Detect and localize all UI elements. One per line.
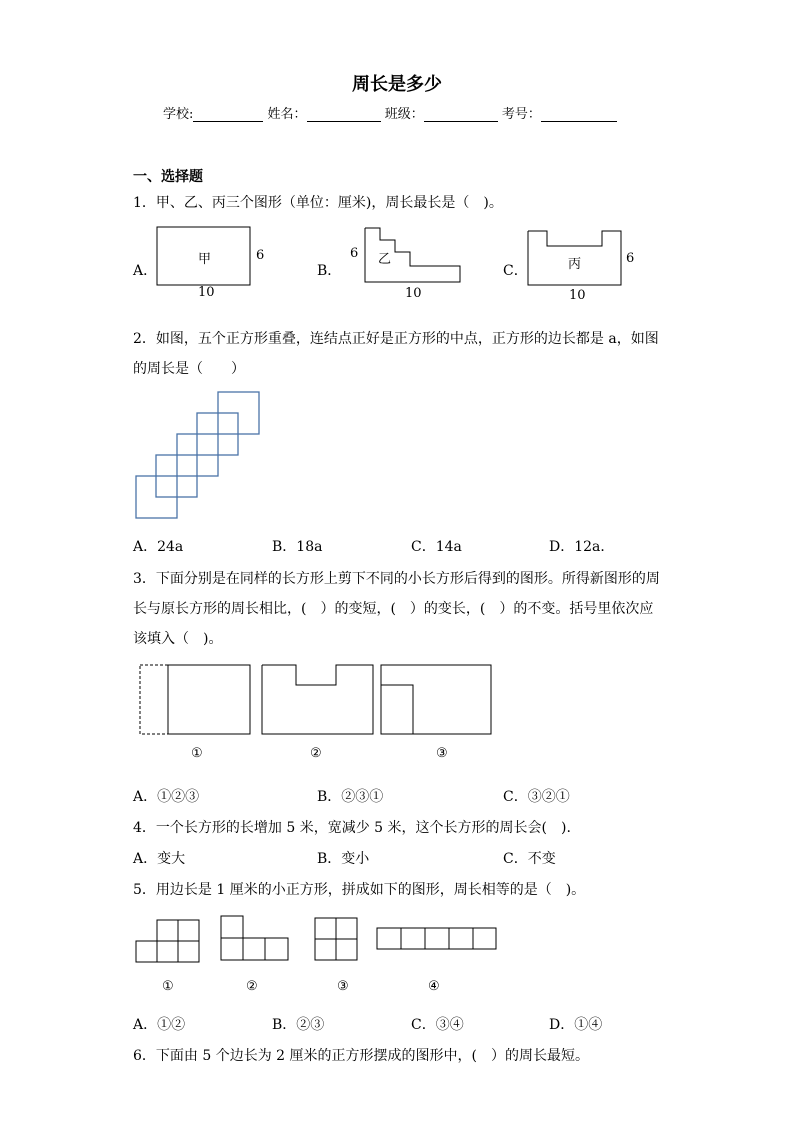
q5-option-b[interactable]: B．②③ bbox=[272, 1017, 325, 1033]
fig-yi-bottom: 10 bbox=[405, 286, 422, 301]
class-label: 班级： bbox=[384, 107, 424, 122]
fig-bing-bottom: 10 bbox=[569, 288, 586, 303]
fig-yi-char: 乙 bbox=[378, 252, 392, 267]
q2-option-b[interactable]: B．18a bbox=[272, 539, 323, 555]
q5-fig-label-3: ③ bbox=[337, 979, 349, 994]
school-label: 学校: bbox=[163, 107, 194, 122]
q3-option-b[interactable]: B．②③① bbox=[317, 789, 384, 805]
q3-option-a[interactable]: A．①②③ bbox=[133, 789, 200, 805]
q2-option-d[interactable]: D．12a． bbox=[549, 539, 615, 555]
question-2-line1: 2．如图，五个正方形重叠，连结点正好是正方形的中点，正方形的边长都是 a，如图 bbox=[133, 331, 659, 347]
q1-option-a[interactable]: A． bbox=[133, 263, 158, 279]
q5-option-d[interactable]: D．①④ bbox=[549, 1017, 603, 1033]
q5-fig-label-1: ① bbox=[162, 979, 174, 994]
q3-fig-label-2: ② bbox=[310, 746, 322, 761]
q4-option-c[interactable]: C．不变 bbox=[503, 851, 556, 867]
q2-option-a[interactable]: A．24a bbox=[133, 539, 184, 555]
fig-bing-char: 丙 bbox=[568, 257, 582, 272]
fig-yi-side: 6 bbox=[350, 246, 359, 261]
q3-fig-label-3: ③ bbox=[436, 746, 448, 761]
question-3-line1: 3．下面分别是在同样的长方形上剪下不同的小长方形后得到的图形。所得新图形的周 bbox=[133, 571, 660, 587]
q3-fig-label-1: ① bbox=[191, 746, 203, 761]
q5-fig-label-4: ④ bbox=[428, 979, 440, 994]
q5-option-c[interactable]: C．③④ bbox=[411, 1017, 464, 1033]
q5-fig-label-2: ② bbox=[246, 979, 258, 994]
section-heading: 一、选择题 bbox=[133, 169, 203, 185]
question-4: 4．一个长方形的长增加 5 米，宽减少 5 米，这个长方形的周长会( ). bbox=[133, 820, 571, 836]
name-label: 姓名： bbox=[267, 107, 307, 122]
exam-no-label: 考号： bbox=[501, 107, 541, 122]
question-6: 6．下面由 5 个边长为 2 厘米的正方形摆成的图形中，( ）的周长最短。 bbox=[133, 1048, 589, 1064]
q1-option-b[interactable]: B． bbox=[317, 263, 342, 279]
fig-bing-side: 6 bbox=[626, 251, 635, 266]
q4-option-b[interactable]: B．变小 bbox=[317, 851, 370, 867]
fig-jia-char: 甲 bbox=[198, 252, 212, 267]
q4-option-a[interactable]: A．变大 bbox=[133, 851, 186, 867]
q1-option-c[interactable]: C． bbox=[503, 263, 528, 279]
question-2-line2: 的周长是（ ） bbox=[133, 361, 245, 377]
question-1: 1．甲、乙、丙三个图形（单位：厘米)，周长最长是（ )。 bbox=[133, 195, 503, 211]
question-3-line3: 该填入（ )。 bbox=[133, 631, 223, 647]
q2-option-c[interactable]: C．14a bbox=[411, 539, 462, 555]
fig-jia-bottom: 10 bbox=[198, 285, 215, 300]
q3-option-c[interactable]: C．③②① bbox=[503, 789, 570, 805]
fig-jia-side: 6 bbox=[256, 248, 265, 263]
q5-option-a[interactable]: A．①② bbox=[133, 1017, 186, 1033]
question-3-line2: 长与原长方形的周长相比，( ）的变短，( ）的变长，( ）的不变。括号里依次应 bbox=[133, 601, 654, 617]
page-title: 周长是多少 bbox=[352, 74, 442, 95]
question-5: 5．用边长是 1 厘米的小正方形，拼成如下的图形，周长相等的是（ )。 bbox=[133, 882, 586, 898]
